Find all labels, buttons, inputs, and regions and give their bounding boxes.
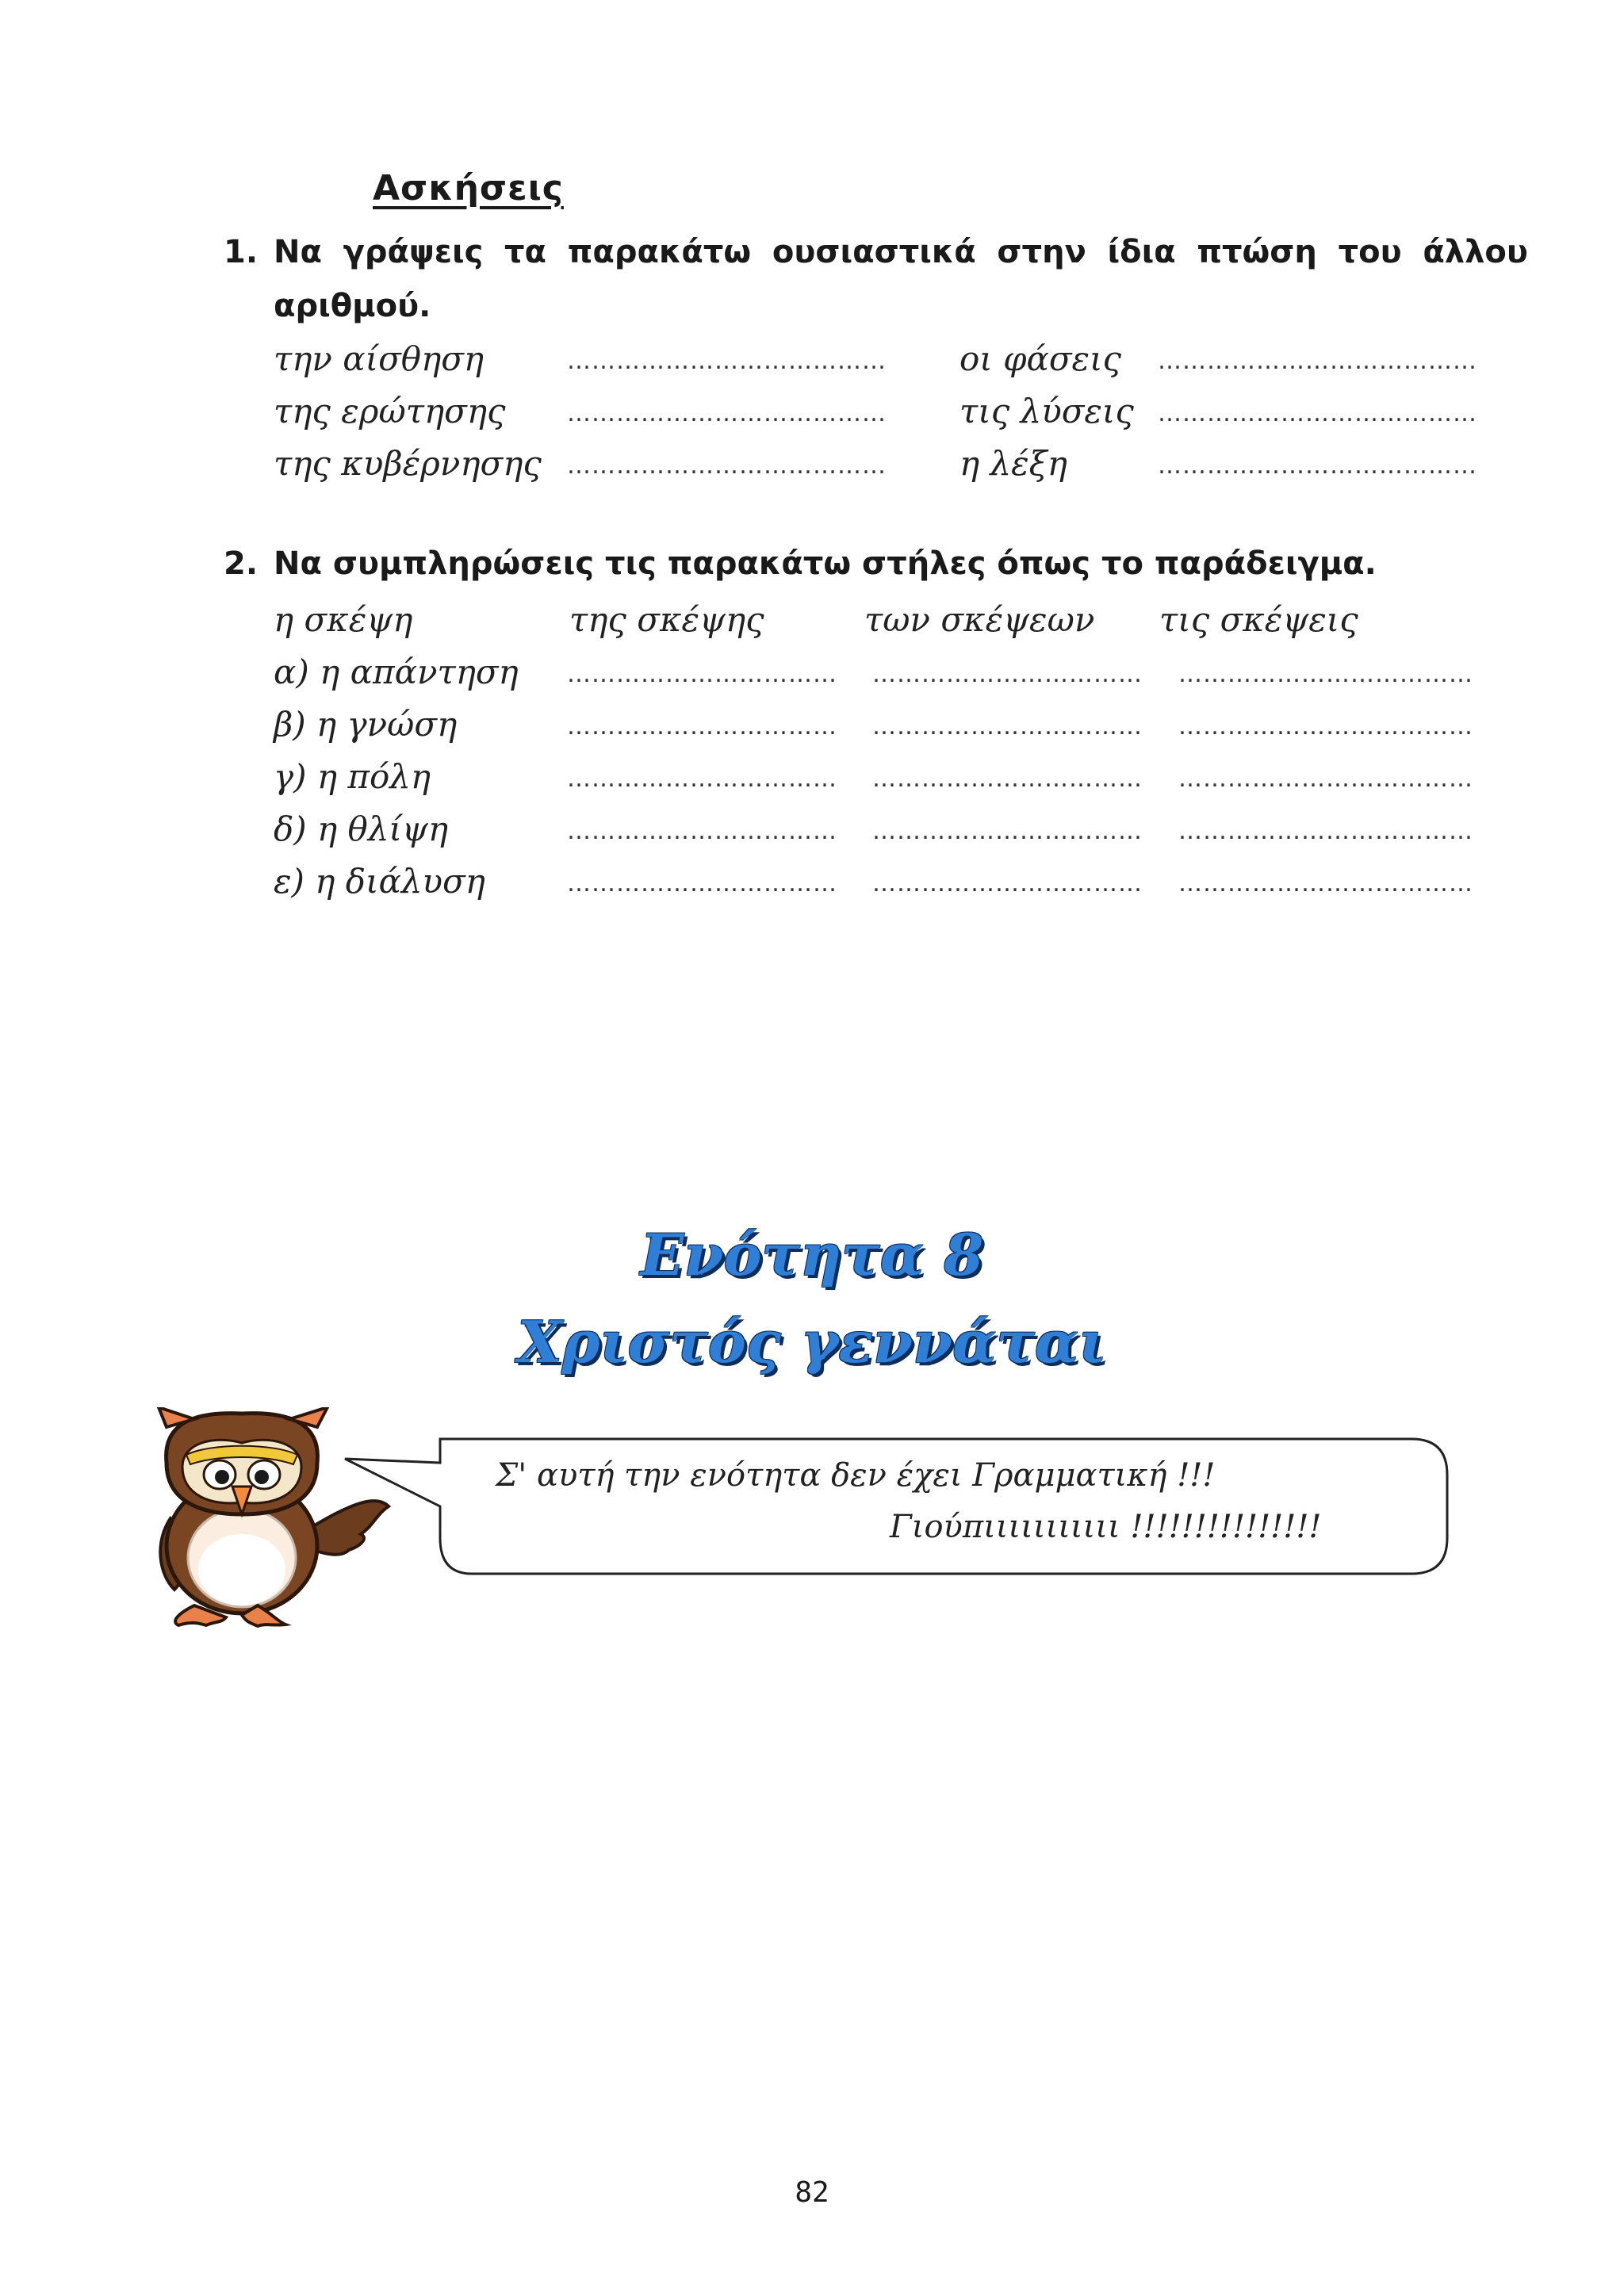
answer-blank[interactable]: …………………………… [872, 713, 1143, 740]
answer-blank[interactable]: ………………………………… [1158, 452, 1477, 480]
exercise-2-instruction: Να συμπληρώσεις τις παρακάτω στήλες όπως το παράδειγμα. [274, 545, 1377, 582]
speech-line-2: Γιούπιιιιιιιιιιι !!!!!!!!!!!!!!! [890, 1509, 1322, 1545]
ex2-row-label: δ) η θλίψη [274, 809, 449, 848]
speech-line-1: Σ' αυτή την ενότητα δεν έχει Γραμματική !!! [496, 1457, 1216, 1494]
answer-blank[interactable]: …………………………… [872, 660, 1143, 688]
section-name-title: Χριστός γεννάται [517, 1308, 1107, 1376]
ex1-left-item: της ερώτησης [274, 392, 506, 430]
answer-blank[interactable]: …………………………… [872, 817, 1143, 845]
ex1-left-item: της κυβέρνησης [274, 444, 542, 483]
example-accusative-plural: τις σκέψεις [1159, 600, 1358, 639]
ex2-row-label: β) η γνώση [274, 705, 458, 744]
example-nominative: η σκέψη [274, 600, 413, 639]
answer-blank[interactable]: …………………………… [567, 817, 837, 845]
answer-blank[interactable]: ……………………………… [1178, 713, 1473, 740]
answer-blank[interactable]: ……………………………… [1178, 817, 1473, 845]
ex1-left-item: την αίσθηση [274, 339, 485, 378]
answer-blank[interactable]: ………………………………… [1158, 400, 1477, 427]
answer-blank[interactable]: …………………………… [872, 870, 1143, 897]
page-number: 82 [795, 2176, 829, 2209]
answer-blank[interactable]: ………………………………… [567, 400, 887, 427]
instruction-word: Να [274, 234, 322, 270]
exercises-heading: Ασκήσεις [373, 168, 564, 209]
answer-blank[interactable]: ……………………………… [1178, 765, 1473, 793]
answer-blank[interactable]: ……………………………… [1178, 870, 1473, 897]
answer-blank[interactable]: …………………………… [567, 660, 837, 688]
instruction-word: πτώση [1197, 234, 1317, 270]
exercise-1-number: 1. [224, 234, 259, 270]
ex1-right-item: τις λύσεις [959, 392, 1134, 430]
example-genitive-singular: της σκέψης [569, 600, 764, 639]
answer-blank[interactable]: ………………………………… [567, 452, 887, 480]
ex2-row-label: γ) η πόλη [274, 757, 431, 796]
answer-blank[interactable]: …………………………… [567, 713, 837, 740]
ex1-right-item: οι φάσεις [959, 339, 1122, 378]
ex1-right-item: η λέξη [959, 444, 1067, 483]
section-number-title: Ενότητα 8 [640, 1221, 984, 1288]
exercise-2-number: 2. [224, 545, 259, 582]
instruction-word: ίδια [1107, 234, 1176, 270]
ex2-row-label: α) η απάντηση [274, 652, 519, 691]
answer-blank[interactable]: …………………………… [567, 870, 837, 897]
answer-blank[interactable]: ……………………………… [1178, 660, 1473, 688]
instruction-word: του [1338, 234, 1402, 270]
ex2-row-label: ε) η διάλυση [274, 862, 485, 901]
answer-blank[interactable]: ………………………………… [567, 347, 887, 375]
exercise-1-instruction-continued: αριθμού. [274, 288, 431, 324]
answer-blank[interactable]: ………………………………… [1158, 347, 1477, 375]
instruction-word: γράψεις [343, 234, 484, 270]
instruction-word: άλλου [1423, 234, 1528, 270]
instruction-word: ουσιαστικά [772, 234, 976, 270]
exercise-1-instruction [274, 234, 1528, 270]
instruction-word: τα [504, 234, 547, 270]
answer-blank[interactable]: …………………………… [567, 765, 837, 793]
answer-blank[interactable]: …………………………… [872, 765, 1143, 793]
instruction-word: παρακάτω [567, 234, 752, 270]
example-genitive-plural: των σκέψεων [864, 600, 1095, 639]
instruction-word: στην [997, 234, 1086, 270]
